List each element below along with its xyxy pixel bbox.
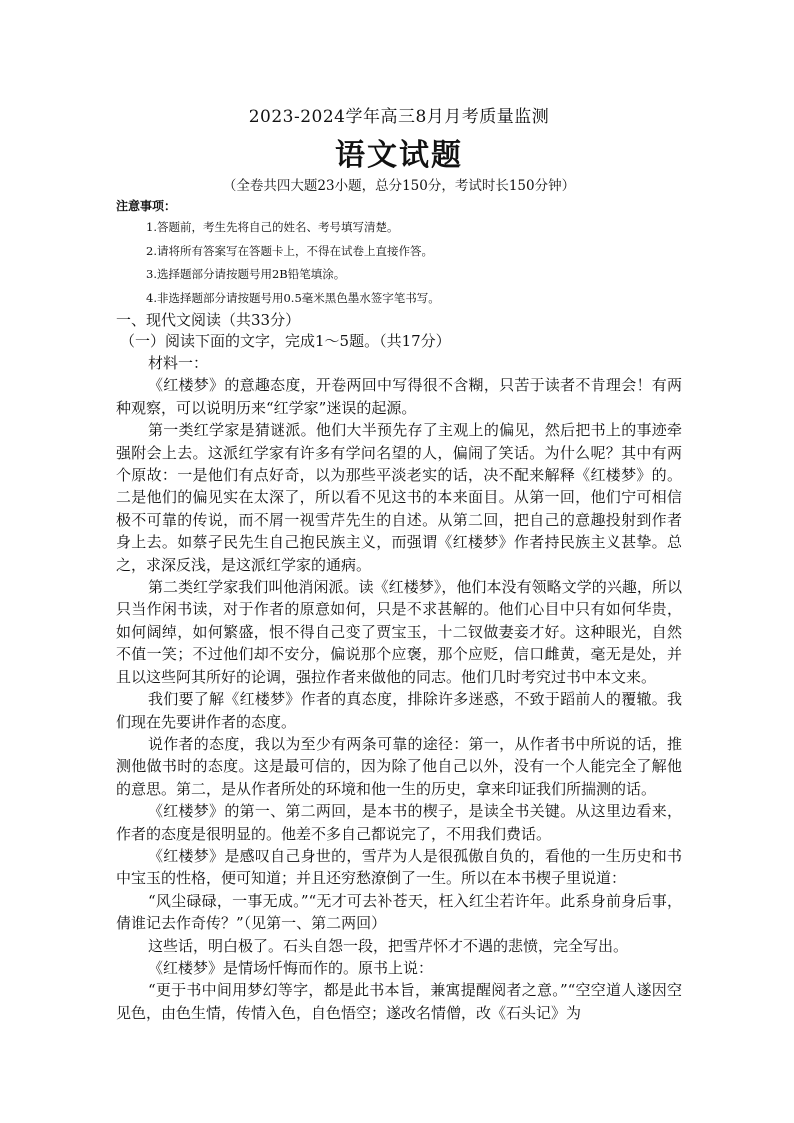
exam-subtitle: （全卷共四大题23小题，总分150分，考试时长150分钟） [222, 178, 576, 194]
passage-paragraph: 说作者的态度，我以为至少有两条可靠的途径：第一，从作者书中所说的话，推测他做书时的态度。这是最可信的，因为除了他自己以外，没有一个人能完全了解他的意思。第二，是从作者所处的环境和他一生的历史，拿来印证我们所揣测的话。 [116, 734, 682, 798]
section-heading: 一、现代文阅读（共33分） [116, 311, 301, 329]
notice-item: 2.请将所有答案写在答题卡上，不得在试卷上直接作答。 [146, 243, 433, 258]
notice-list [116, 216, 682, 310]
passage-paragraph: 《红楼梦》的意趣态度，开卷两回中写得很不含糊，只苦于读者不肯理会！有两种观察，可以说明历来“红学家”迷误的起源。 [116, 376, 682, 417]
passage-paragraph: 这些话，明白极了。石头自怨一段，把雪芹怀才不遇的悲愤，完全写出。 [148, 936, 629, 955]
notice-heading: 注意事项： [116, 199, 177, 213]
notice-item: 3.选择题部分请按题号用2B铅笔填涂。 [146, 267, 346, 281]
passage-paragraph: 《红楼梦》是情场忏悔而作的。原书上说： [148, 958, 434, 977]
passage-paragraph: “更于书中间用梦幻等字，都是此书本旨，兼寓提醒阅者之意。”“空空道人遂因空见色，由色生情，传情入色，自色悟空；遂改名情僧，改《石头记》为 [116, 981, 682, 1022]
material-label: 材料一： [148, 354, 209, 372]
exam-page [116, 104, 682, 1024]
notice-item: 4.非选择题部分请按题号用0.5毫米黑色墨水签字笔书写。 [146, 290, 440, 305]
passage-paragraph: 《红楼梦》的第一、第二两回，是本书的楔子，是读全书关键。从这里边看来，作者的态度是很明显的。他差不多自己都说完了，不用我们费话。 [116, 802, 682, 843]
passage-paragraph: 《红楼梦》是感叹自己身世的，雪芹为人是很孤傲自负的，看他的一生历史和书中宝玉的性格，便可知道；并且还穷愁潦倒了一生。所以在本书楔子里说道： [116, 846, 682, 888]
notice-item: 1.答题前，考生先将自己的姓名、考号填写清楚。 [146, 220, 399, 234]
passage-paragraph: 第一类红学家是猜谜派。他们大半预先存了主观上的偏见，然后把书上的事迹牵强附会上去。这派红学家有许多有学问名望的人，偏闹了笑话。为什么呢？其中有两个原故：一是他们有点好奇，以为那些平淡老实的话，决不配来解释《红楼梦》的。二是他们的偏见实在太深了，所以看不见这书的本来面目。从第一回，他们宁可相信极不可靠的传说，而不屑一视雪芹先生的自述。从第二回，把自己的意趣投射到作者身上去。如蔡孑民先生自己抱民族主义，而强谓《红楼梦》作者持民族主义甚挚。总之，求深反浅，是这派红学家的通病。 [116, 421, 682, 574]
passage-paragraph: 我们要了解《红楼梦》作者的真态度，排除许多迷惑，不致于蹈前人的覆辙。我们现在先要讲作者的态度。 [116, 690, 682, 731]
subsection-heading: （一）阅读下面的文字，完成1～5题。（共17分） [120, 332, 451, 350]
exam-header: 2023-2024学年高三8月月考质量监测 [248, 107, 550, 127]
passage-paragraph: “风尘碌碌，一事无成。”“无才可去补苍天，枉入红尘若许年。此系身前身后事，倩谁记去作奇传？”（见第一、第二两回） [116, 891, 682, 933]
passage-paragraph: 第二类红学家我们叫他消闲派。读《红楼梦》，他们本没有领略文学的兴趣，所以只当作闲书读，对于作者的原意如何，只是不求甚解的。他们心目中只有如何华贵，如何阔绰，如何繁盛，恨不得自己变了贾宝玉，十二钗做妻妾才好。这种眼光，自然不值一笑；不过他们却不安分，偏说那个应褒，那个应贬，信口雌黄，毫无是处，并且以这些阿其所好的论调，强拉作者来做他的同志。他们几时考究过书中本文来。 [116, 578, 682, 686]
exam-title: 语文试题 [335, 138, 463, 173]
reading-passage [116, 374, 682, 1024]
